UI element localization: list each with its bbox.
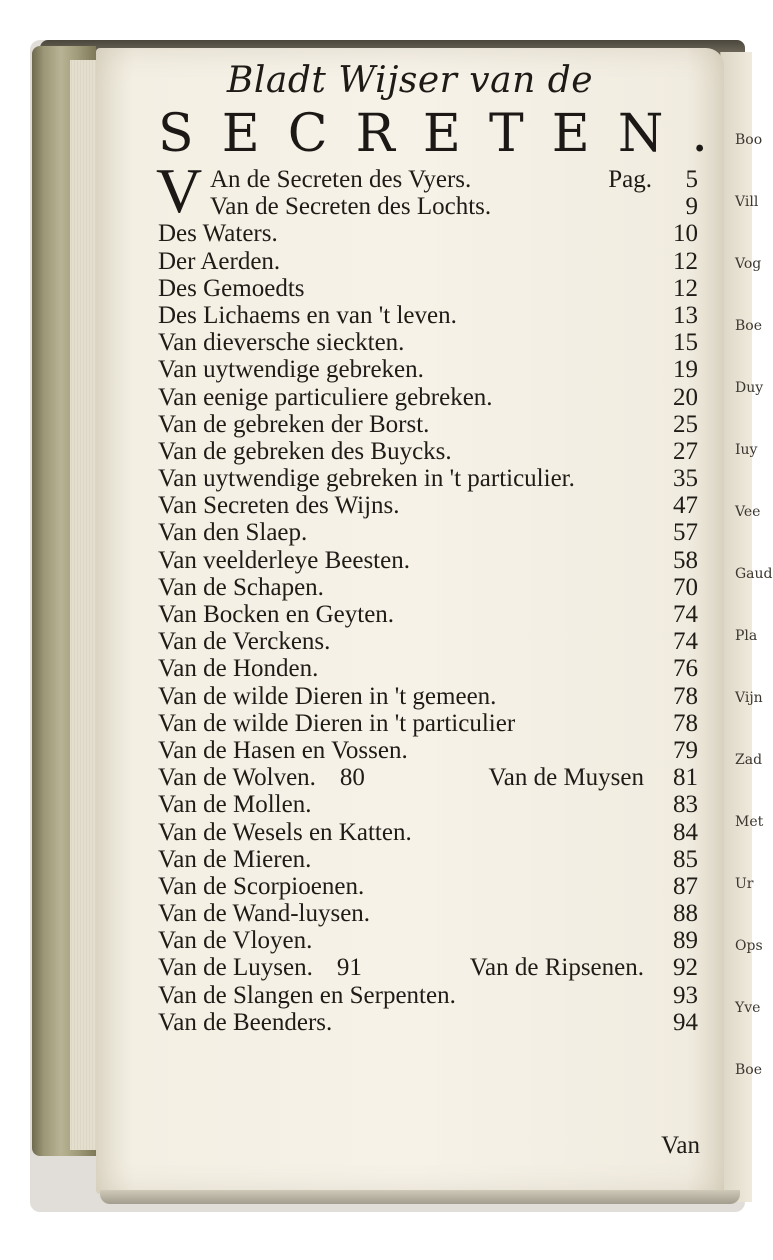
index-entry	[158, 248, 698, 275]
index-entry	[158, 465, 698, 492]
index-entry	[158, 519, 698, 546]
index-entry	[158, 438, 698, 465]
drop-cap: V	[156, 155, 203, 226]
facing-page-text: Gaud	[735, 566, 773, 582]
entry-title: Van de Schapen.	[158, 573, 324, 601]
index-entry	[158, 900, 698, 927]
index-entry	[158, 275, 698, 302]
index-entry	[158, 846, 698, 873]
entry-title: Van uytwendige gebreken.	[158, 356, 424, 384]
title-letter: T	[488, 104, 524, 164]
facing-page-text: Pla	[735, 628, 758, 644]
facing-page-text: Vog	[735, 256, 762, 272]
index-entry	[158, 547, 698, 574]
title-letter: E	[221, 104, 260, 164]
index-entry	[158, 927, 698, 954]
index-entry	[158, 356, 698, 383]
entry-page-number: 83	[673, 791, 698, 819]
index-entry	[158, 764, 698, 791]
entry-page-number: 9	[685, 193, 698, 221]
facing-page-text: Vee	[735, 504, 761, 520]
index-entry	[158, 819, 698, 846]
entry-page-number: 10	[673, 220, 698, 248]
entry-title: Van de Vloyen.	[158, 927, 313, 955]
entry-page-number: 78	[673, 682, 698, 710]
entry-page-number: 20	[673, 383, 698, 411]
index-entry	[158, 329, 698, 356]
entry-page-number: 93	[673, 981, 698, 1009]
index-entry	[158, 982, 698, 1009]
entry-title: Van de gebreken der Borst.	[158, 410, 430, 438]
entry-page-number: 78	[673, 709, 698, 737]
entry-title: Van de wilde Dieren in 't gemeen.	[158, 682, 497, 710]
entry-page-number: 76	[673, 655, 698, 683]
index-list	[156, 155, 698, 1036]
facing-page-text: Ur	[735, 876, 754, 892]
facing-page-text: Boe	[735, 318, 763, 334]
pag-label: Pag.	[608, 166, 652, 193]
entry-page-number: 25	[673, 410, 698, 438]
index-entry	[158, 302, 698, 329]
entry-page-number: 80	[339, 764, 365, 792]
entry-title: Van de gebreken des Buycks.	[158, 437, 452, 465]
entry-page-number: 74	[673, 601, 698, 628]
entry-page-number: 84	[673, 818, 698, 846]
facing-page-text: Duy	[735, 380, 764, 396]
entry-page-number: 91	[336, 954, 362, 982]
entry-title: Van eenige particuliere gebreken.	[158, 383, 493, 411]
entry-title: Van de Honden.	[158, 655, 319, 683]
index-entry	[158, 492, 698, 519]
page-header: Bladt Wijser van de	[226, 60, 594, 101]
entry-title: Van de Beenders.	[158, 1008, 333, 1036]
facing-page-text: Boe	[735, 1062, 763, 1078]
entry-page-number: 81	[673, 764, 698, 792]
entry-title: Des Waters.	[158, 220, 278, 248]
entry-page-number: 5	[685, 166, 698, 193]
index-entry	[158, 411, 698, 438]
entry-page-number: 92	[673, 954, 698, 982]
entry-title: Van de Hasen en Vossen.	[158, 736, 408, 764]
entry-title: Van uytwendige gebreken in 't particulier.	[158, 465, 575, 493]
entry-title: Des Lichaems en van 't leven.	[158, 301, 457, 329]
entry-title: Van dieversche sieckten.	[158, 329, 405, 357]
entry-title: Van Bocken en Geyten.	[158, 601, 395, 628]
title-letter: .	[691, 104, 708, 164]
entry-page-number: 19	[673, 356, 698, 384]
book-bottom-edge	[100, 1190, 740, 1204]
entry-title: Van de Wand-luysen.	[158, 900, 371, 928]
entry-title: Des Gemoedts	[158, 274, 305, 302]
index-entry	[158, 873, 698, 900]
title-letter: E	[551, 104, 590, 164]
index-entry	[158, 601, 698, 628]
title-letter: C	[287, 104, 328, 164]
index-entry	[158, 954, 698, 981]
index-entry	[158, 737, 698, 764]
index-entry	[158, 683, 698, 710]
index-entry	[158, 574, 698, 601]
index-entry	[158, 710, 698, 737]
entry-page-number: 13	[673, 301, 698, 329]
facing-page-text: Met	[735, 814, 764, 830]
entry-page-number: 12	[673, 247, 698, 275]
title-letter: N	[617, 104, 664, 164]
entry-title: Van de Ripsenen.	[469, 954, 644, 982]
entry-title: Van de Mollen.	[158, 791, 312, 819]
index-entry	[158, 193, 698, 220]
entry-title: Van de Secreten des Lochts.	[210, 193, 492, 221]
index-entry	[158, 220, 698, 247]
index-page	[96, 48, 724, 1194]
index-entry	[158, 166, 698, 193]
title-letter: E	[422, 104, 461, 164]
entry-title: Van Secreten des Wijns.	[158, 492, 400, 520]
entry-page-number: 87	[673, 872, 698, 900]
entry-page-number: 94	[673, 1008, 698, 1036]
entry-page-number: 79	[673, 736, 698, 764]
entry-title: Van de Slangen en Serpenten.	[158, 981, 456, 1009]
facing-page-text: Ops	[735, 938, 763, 954]
entry-title: Van de wilde Dieren in 't particulier	[158, 709, 516, 737]
facing-page-text: Vijn	[735, 690, 763, 706]
entry-title: Van de Muysen	[488, 764, 644, 792]
facing-page-text: Vill	[735, 194, 759, 210]
entry-page-number: 89	[673, 927, 698, 955]
facing-page	[720, 52, 773, 1202]
entry-page-number: 58	[673, 546, 698, 574]
entry-title: Van den Slaep.	[158, 519, 308, 547]
entry-page-number: 15	[673, 329, 698, 357]
entry-page-number: 74	[673, 628, 698, 656]
index-entry	[158, 384, 698, 411]
entry-title: Van de Luysen.	[158, 954, 313, 982]
entry-title: Van veelderleye Beesten.	[158, 546, 410, 574]
title-letter: S	[158, 104, 194, 164]
entry-page-number: 47	[673, 492, 698, 520]
entry-page-number: 57	[673, 519, 698, 547]
title-letter: R	[355, 104, 395, 164]
entry-title: Van de Mieren.	[158, 845, 312, 873]
entry-title: Van de Wolven.	[158, 764, 316, 792]
facing-page-text: Yve	[735, 1000, 761, 1016]
facing-page-text: Boo	[735, 132, 763, 148]
catchword: Van	[661, 1132, 700, 1159]
entry-title: An de Secreten des Vyers.	[210, 166, 472, 193]
facing-page-text: Zad	[735, 752, 763, 768]
index-entry	[158, 628, 698, 655]
entry-title: Der Aerden.	[158, 247, 281, 275]
entry-page-number: 88	[673, 900, 698, 928]
entry-page-number: 70	[673, 573, 698, 601]
entry-page-number: 85	[673, 845, 698, 873]
facing-page-text: Iuy	[735, 442, 758, 458]
index-entry	[158, 655, 698, 682]
entry-page-number: 12	[673, 274, 698, 302]
entry-page-number: 27	[673, 437, 698, 465]
entry-title: Van de Verckens.	[158, 628, 331, 656]
index-entry	[158, 791, 698, 818]
entry-title: Van de Wesels en Katten.	[158, 818, 412, 846]
entry-page-number: 35	[673, 465, 698, 493]
page-title	[158, 104, 708, 164]
entry-title: Van de Scorpioenen.	[158, 872, 365, 900]
index-entry	[158, 1009, 698, 1036]
